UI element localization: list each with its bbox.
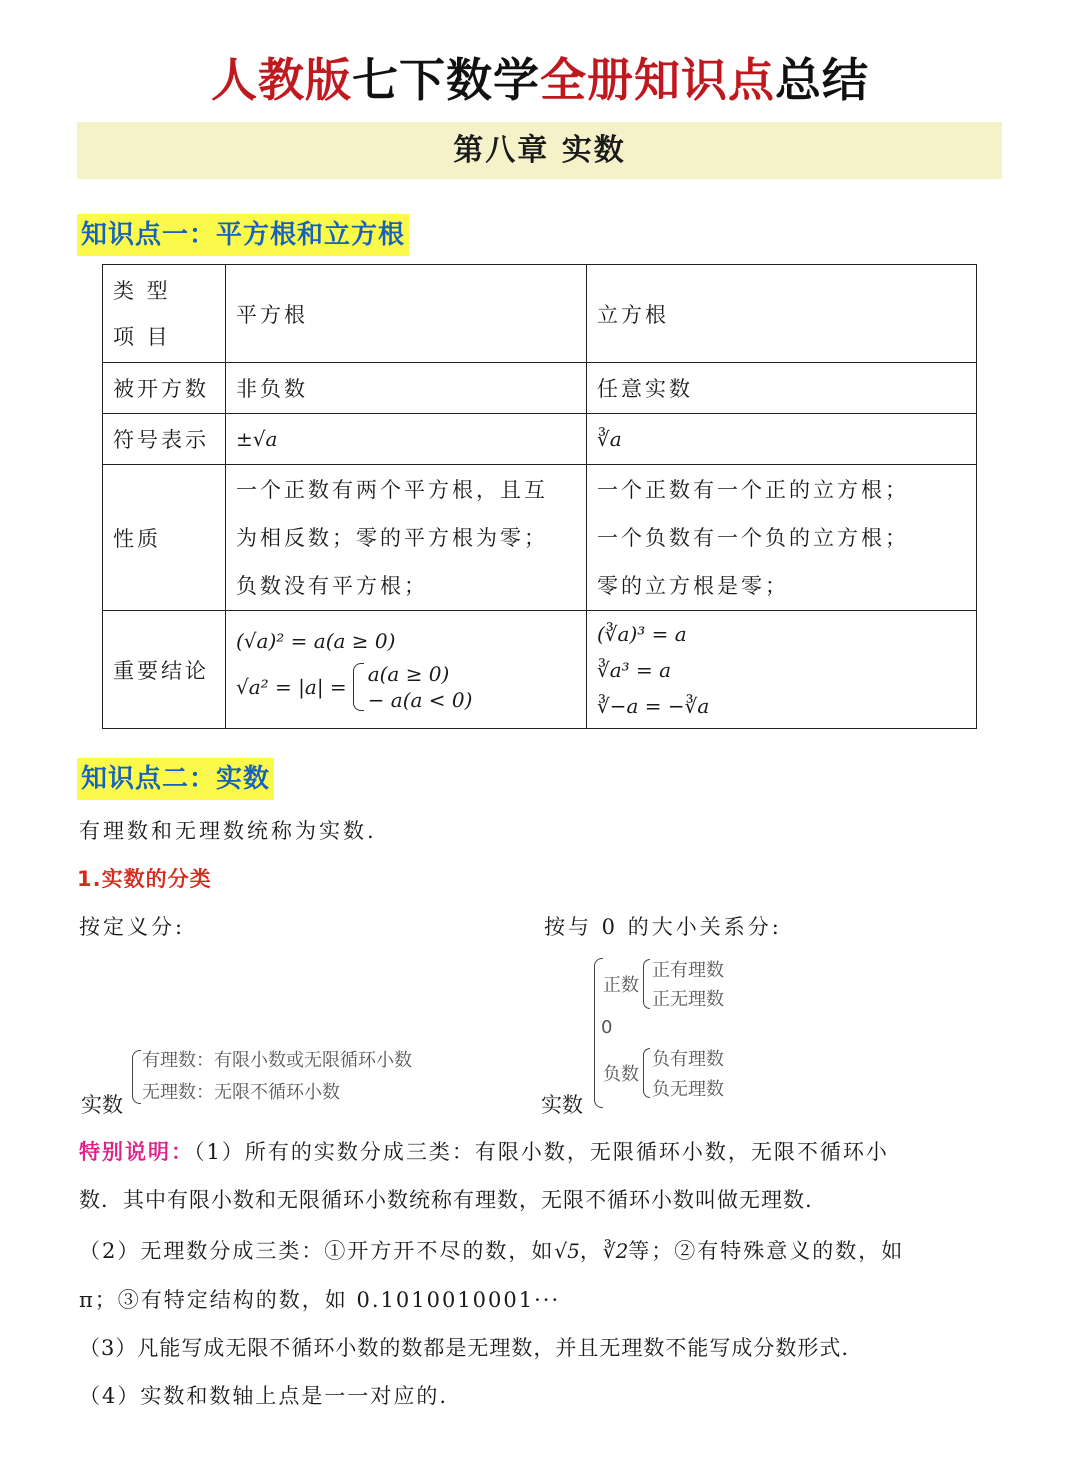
cell-cbrt-conclusions [587, 611, 977, 729]
formula: (∛a)³ = a [597, 621, 687, 646]
kp2-intro: 有理数和无理数统称为实数. [79, 819, 377, 843]
zero-label: 0 [601, 1017, 613, 1038]
example-cbrt2: ∛2 [602, 1239, 629, 1263]
row-label: 性质 [103, 465, 226, 611]
cell-cbrt-symbol: ∛a [587, 414, 977, 465]
brace-icon [353, 663, 364, 711]
table-header-row [103, 265, 977, 363]
row-label: 被开方数 [103, 363, 226, 414]
notes-label: 特别说明： [79, 1140, 194, 1164]
note-text: （1）所有的实数分成三类：有限小数，无限循环小数，无限不循环小 [194, 1140, 889, 1164]
formula-cases [368, 661, 473, 713]
classification-item: 正有理数 [652, 960, 724, 981]
formula-case: a(a ≥ 0) [367, 661, 450, 686]
classification-item: 负无理数 [652, 1079, 724, 1100]
header-type-cell [103, 265, 226, 363]
header-type-line1: 类 型 [113, 278, 171, 303]
table-row [103, 465, 977, 611]
formula-case: − a(a < 0) [367, 687, 473, 712]
formula: ∛−a = −∛a [597, 693, 710, 718]
example-sqrt5: √5 [554, 1239, 580, 1263]
by-zero-label: 按与 0 的大小关系分: [544, 915, 782, 939]
cell-sqrt-symbol: ±√a [226, 414, 587, 465]
cell-sqrt-conclusions [226, 611, 587, 729]
kp1-heading: 知识点一：平方根和立方根 [77, 214, 409, 256]
cell-cbrt: 任意实数 [587, 363, 977, 414]
by-definition-label: 按定义分: [79, 915, 186, 939]
property-line: 零的立方根是零； [597, 573, 789, 598]
note-4: （4）实数和数轴上点是一一对应的. [79, 1384, 449, 1408]
title-part-3: 全册知识点 [540, 53, 775, 107]
formula: (√a)² = a(a ≥ 0) [236, 628, 396, 653]
formula: ∛a³ = a [597, 657, 672, 682]
note-text: （2）无理数分成三类：①开方开不尽的数，如 [79, 1239, 555, 1263]
header-cbrt: 立方根 [587, 265, 977, 363]
header-sqrt: 平方根 [226, 265, 587, 363]
note-2a [79, 1235, 904, 1265]
header-type-line2: 项 目 [113, 324, 171, 349]
row-label: 符号表示 [103, 414, 226, 465]
classification-subheading: 1.实数的分类 [77, 867, 212, 891]
row-label: 重要结论 [103, 611, 226, 729]
note-text: 等；②有特殊意义的数，如 [628, 1239, 905, 1263]
note-1a [79, 1136, 889, 1166]
classification-item: 无理数：无限不循环小数 [142, 1082, 340, 1103]
title-part-4: 总结 [775, 53, 869, 107]
by-zero-root: 实数 [541, 1093, 583, 1117]
note-separator: ， [579, 1239, 603, 1263]
kp2-heading: 知识点二：实数 [77, 758, 274, 800]
chapter-banner: 第八章 实数 [77, 122, 1002, 179]
note-1b: 数．其中有限小数和无限循环小数统称有理数，无限不循环小数叫做无理数. [79, 1188, 813, 1212]
property-line: 为相反数；零的平方根为零； [236, 525, 548, 550]
cell-cbrt-properties [587, 465, 977, 611]
table-row [103, 363, 977, 414]
by-definition-root: 实数 [81, 1093, 123, 1117]
page-title [0, 44, 1080, 110]
classification-item: 正无理数 [652, 989, 724, 1010]
roots-table [102, 264, 977, 729]
negative-label: 负数 [603, 1064, 639, 1085]
brace-icon [643, 959, 650, 1009]
cell-sqrt: 非负数 [226, 363, 587, 414]
table-row [103, 414, 977, 465]
brace-icon [643, 1048, 650, 1098]
property-line: 负数没有平方根； [236, 573, 428, 598]
title-part-2: 七下数学 [352, 53, 540, 107]
cell-sqrt-properties [226, 465, 587, 611]
note-3: （3）凡能写成无限不循环小数的数都是无理数，并且无理数不能写成分数形式. [79, 1336, 850, 1360]
positive-label: 正数 [603, 975, 639, 996]
table-row [103, 611, 977, 729]
brace-icon [132, 1050, 141, 1104]
formula-piecewise [236, 658, 576, 716]
property-line: 一个正数有两个平方根，且互 [236, 477, 548, 502]
classification-item: 有理数：有限小数或无限循环小数 [142, 1050, 412, 1071]
formula-left: √a² = |a| = [236, 674, 347, 699]
note-2b: π；③有特定结构的数，如 0.1010010001··· [79, 1288, 561, 1312]
property-line: 一个正数有一个正的立方根； [597, 477, 909, 502]
classification-item: 负有理数 [652, 1049, 724, 1070]
property-line: 一个负数有一个负的立方根； [597, 525, 909, 550]
title-part-1: 人教版 [211, 53, 352, 107]
